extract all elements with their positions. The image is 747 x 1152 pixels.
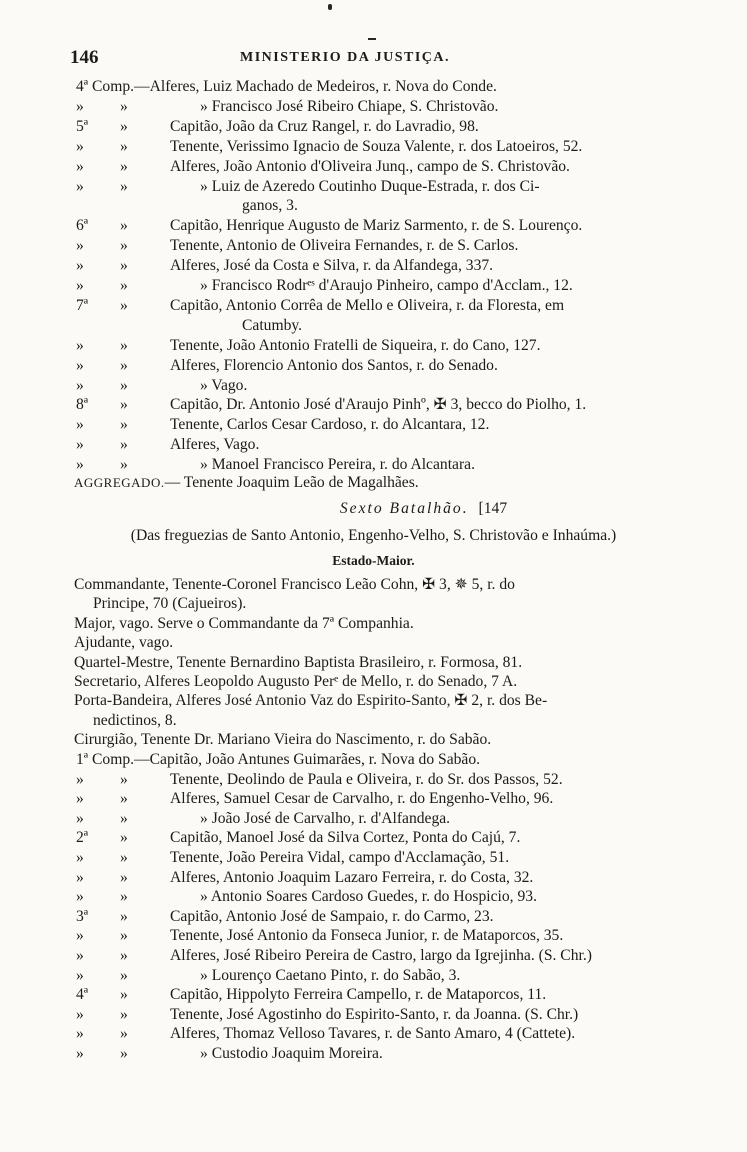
company-number: » [76,849,84,866]
roster-entry: Capitão, João da Cruz Rangel, r. do Lavradio, 98. [170,117,479,135]
roster-row [0,1024,747,1043]
company-number: 3ª [76,907,89,925]
roster-entry: Catumby. [242,316,303,334]
roster-entry: Capitão, Henrique Augusto de Mariz Sarmento, r. de S. Lourenço. [170,217,583,235]
roster-row [0,789,747,808]
staff-entry: Commandante, Tenente-Coronel Francisco Leão Cohn, ✠ 3, ✵ 5, r. do [74,576,515,593]
company-number: 1ª [76,751,89,768]
company-label: » [120,97,128,115]
company-label: » [120,1045,128,1062]
roster-row [0,157,747,176]
section-subtitle: (Das freguezias de Santo Antonio, Engenho-Velho, S. Christovão e Inhaúma.) [130,527,617,544]
company-number: » [76,157,84,175]
roster-entry: » Lourenço Caetano Pinto, r. do Sabão, 3. [200,966,461,984]
section-title: Sexto Batalhão. [339,500,469,517]
roster-entry: Alferes, José da Costa e Silva, r. da Alfandega, 337. [170,257,494,275]
company-number: 6ª [76,217,89,235]
company-label: » [120,416,128,434]
roster-row [0,97,747,116]
company-label: » [120,966,128,984]
company-number: » [76,966,84,984]
company-number: 4ª [76,986,89,1004]
company-label: » [120,809,128,827]
staff-heading: Estado-Maior. [332,553,415,568]
staff-entry: Porta-Bandeira, Alferes José Antonio Vaz do Espirito-Santo, ✠ 2, r. dos Be- [74,692,548,710]
roster-row [0,256,747,275]
roster-row [0,177,747,196]
roster-entry: Capitão, Antonio Corrêa de Mello e Oliveira, r. da Floresta, em [170,296,565,314]
roster-entry: Alferes, Antonio Joaquim Lazaro Ferreira, r. do Costa, 32. [170,868,534,886]
company-number: » [76,868,84,886]
roster-entry: » Manoel Francisco Pereira, r. do Alcantara. [200,456,475,474]
company-number: 8ª [76,396,89,414]
staff-entry: Ajudante, vago. [74,634,174,652]
roster-entry: » João José de Carvalho, r. d'Alfandega. [200,809,451,827]
company-label: » [120,927,128,945]
company-number: » [76,97,84,115]
roster-entry: Alferes, João Antonio d'Oliveira Junq., campo de S. Christovão. [170,157,570,175]
company-label: » [120,456,128,474]
roster-row [0,77,747,96]
roster-row [0,1044,747,1063]
roster-row [0,809,747,828]
roster-entry: Alferes, José Ribeiro Pereira de Castro, largo da Igrejinha. (S. Chr.) [170,947,592,964]
company-number: » [76,436,84,454]
roster-row [0,395,747,414]
roster-row [0,415,747,434]
roster-row [0,946,747,965]
company-label: » [120,770,128,788]
roster-row [0,828,747,847]
top-ink-dot [328,4,332,10]
section-title-line [0,499,747,518]
company-label: » [120,296,128,314]
company-label: » [120,396,128,414]
roster-row [0,137,747,156]
roster-row [0,907,747,926]
roster-entry: Tenente, Deolindo de Paula e Oliveira, r. do Sr. dos Passos, 52. [170,770,563,788]
roster-entry: Capitão, Dr. Antonio José d'Araujo Pinhº, ✠ 3, becco do Piolho, 1. [170,396,587,414]
roster-entry: Alferes, Vago. [170,436,260,454]
roster-entry: Capitão, Manoel José da Silva Cortez, Ponta do Cajú, 7. [170,829,521,847]
roster-entry: » Custodio Joaquim Moreira. [200,1045,383,1062]
staff-entry: Secretario, Alferes Leopoldo Augusto Perᵉ de Mello, r. do Senado, 7 A. [74,673,518,690]
roster-row [0,985,747,1004]
company-number: 7ª [76,296,89,314]
company-number: » [76,1045,84,1062]
company-number: » [76,137,84,155]
roster-row [0,276,747,295]
company-label: » [120,257,128,275]
company-number: » [76,947,84,964]
roster-entry: » Francisco José Ribeiro Chiape, S. Christovão. [200,97,499,115]
company-number: 4ª [76,78,89,95]
company-number: 2ª [76,829,89,847]
roster-entry: Tenente, Antonio de Oliveira Fernandes, r. de S. Carlos. [170,237,519,255]
company-label: Comp.—Capitão, João Antunes Guimarães, r. Nova do Sabão. [92,751,481,768]
roster-row [0,848,747,867]
company-label: » [120,790,128,808]
page-title: MINISTERIO DA JUSTIÇA. [240,50,450,65]
roster-entry: » Luiz de Azeredo Coutinho Duque-Estrada, r. dos Ci- [200,177,540,195]
aggregado-line [74,473,419,492]
roster-entry: Tenente, João Antonio Fratelli de Siqueira, r. do Cano, 127. [170,336,541,354]
company-label: » [120,177,128,195]
company-number: » [76,416,84,434]
company-number: » [76,356,84,374]
company-label: » [120,336,128,354]
roster-row [0,376,747,395]
roster-row [0,966,747,985]
roster-entry: Tenente, Carlos Cesar Cardoso, r. do Alcantara, 12. [170,416,490,434]
company-number: » [76,888,84,906]
roster-row [0,196,747,215]
company-number: » [76,770,84,788]
page-number: 146 [70,47,99,68]
roster-row [0,1005,747,1024]
company-label: » [120,907,128,925]
company-number: » [76,790,84,808]
company-number: » [76,257,84,275]
roster-entry: Tenente, Verissimo Ignacio de Souza Valente, r. dos Latoeiros, 52. [170,137,583,155]
roster-row [0,750,747,769]
staff-entry: Principe, 70 (Cajueiros). [93,595,247,613]
company-label: » [120,1025,128,1043]
roster-row [0,435,747,454]
company-label: Comp.—Alferes, Luiz Machado de Medeiros, r. Nova do Conde. [92,78,497,95]
roster-entry: ganos, 3. [242,197,298,215]
company-label: » [120,117,128,135]
company-label: » [120,376,128,394]
roster-entry: » Francisco Rodrᵉˢ d'Araujo Pinheiro, campo d'Acclam., 12. [200,277,573,294]
aggregado-label: AGGREGADO. [74,475,165,490]
company-label: » [120,277,128,294]
roster-row [0,236,747,255]
roster-row [0,117,747,136]
company-label: » [120,157,128,175]
section-page-ref: [147 [478,500,508,517]
company-number: » [76,927,84,945]
company-number: 5ª [76,117,89,135]
roster-entry: Capitão, Antonio José de Sampaio, r. do Carmo, 23. [170,907,494,925]
roster-row [0,356,747,375]
company-label: » [120,137,128,155]
roster-entry: Tenente, José Agostinho do Espirito-Santo, r. da Joanna. (S. Chr.) [170,1005,579,1023]
company-number: » [76,237,84,255]
company-number: » [76,177,84,195]
roster-entry: Alferes, Samuel Cesar de Carvalho, r. do Engenho-Velho, 96. [170,790,554,808]
roster-row [0,868,747,887]
header-dash [368,38,376,40]
company-number: » [76,1025,84,1043]
roster-entry: Tenente, José Antonio da Fonseca Junior, r. de Mataporcos, 35. [170,927,564,945]
roster-entry: Alferes, Florencio Antonio dos Santos, r. do Senado. [170,356,498,374]
company-label: » [120,829,128,847]
aggregado-text: — Tenente Joaquim Leão de Magalhães. [164,474,419,491]
roster-entry: Alferes, Thomaz Velloso Tavares, r. de Santo Amaro, 4 (Cattete). [170,1025,576,1043]
staff-entry: Cirurgião, Tenente Dr. Mariano Vieira do Nascimento, r. do Sabão. [74,731,492,749]
company-number: » [76,376,84,394]
company-label: » [120,986,128,1004]
roster-row [0,216,747,235]
company-label: » [120,947,128,964]
company-number: » [76,1005,84,1023]
roster-entry: Capitão, Hippolyto Ferreira Campello, r. de Mataporcos, 11. [170,986,547,1004]
company-label: » [120,356,128,374]
company-label: » [120,237,128,255]
company-label: » [120,1005,128,1023]
roster-row [0,455,747,474]
company-number: » [76,277,84,294]
company-number: » [76,336,84,354]
company-label: » [120,436,128,454]
company-label: » [120,217,128,235]
roster-row [0,887,747,906]
roster-entry: » Vago. [200,376,248,394]
company-number: » [76,456,84,474]
roster-row [0,336,747,355]
roster-row [0,926,747,945]
roster-entry: Tenente, João Pereira Vidal, campo d'Acclamação, 51. [170,849,510,866]
staff-entry: Major, vago. Serve o Commandante da 7ª Companhia. [74,614,414,632]
company-label: » [120,849,128,866]
staff-entry: Quartel-Mestre, Tenente Bernardino Baptista Brasileiro, r. Formosa, 81. [74,653,523,671]
roster-row [0,296,747,315]
company-label: » [120,888,128,906]
company-label: » [120,868,128,886]
company-number: » [76,809,84,827]
roster-row [0,316,747,335]
staff-entry: nedictinos, 8. [93,711,177,729]
roster-row [0,770,747,789]
roster-entry: » Antonio Soares Cardoso Guedes, r. do Hospicio, 93. [200,888,537,906]
